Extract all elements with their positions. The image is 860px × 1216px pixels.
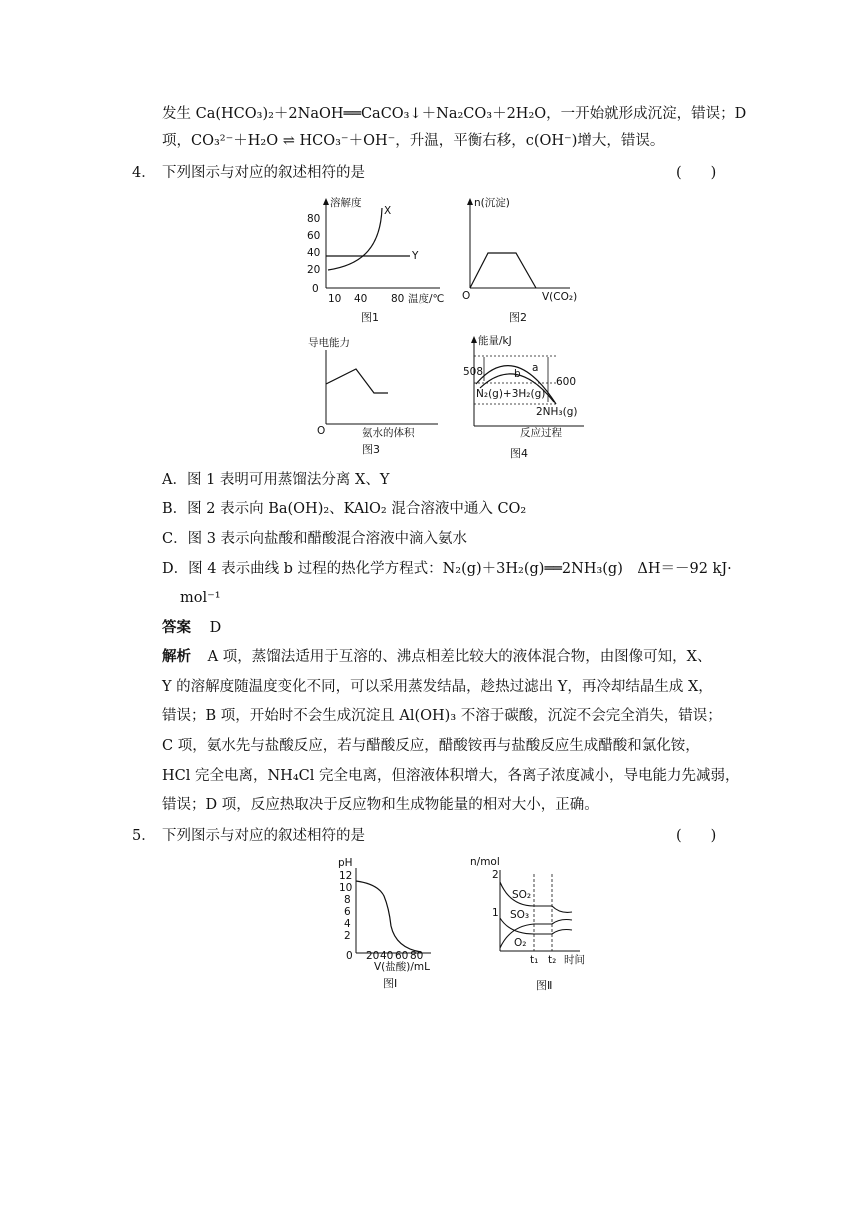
figure-1	[300, 196, 450, 308]
fig3-xlabel: 氨水的体积	[362, 427, 415, 439]
figI-xtick: 20	[366, 950, 380, 962]
figure-ii	[470, 856, 600, 968]
fig2-origin: O	[462, 290, 471, 302]
figII-series-o2: O₂	[514, 937, 527, 949]
fig4-value-600: 600	[556, 376, 577, 388]
fig1-series-y: Y	[412, 250, 419, 262]
fig3-caption: 图3	[362, 443, 380, 456]
continuation-line-2: 项，CO₃²⁻＋H₂O ⇌ HCO₃⁻＋OH⁻，升温，平衡右移，c(OH⁻)增大，错误。	[162, 133, 665, 149]
analysis-text: A 项，蒸馏法适用于互溶的、沸点相差比较大的液体混合物，由图像可知，X、	[207, 649, 712, 665]
answer-label: 答案	[162, 620, 191, 636]
fig4-ylabel: 能量/kJ	[478, 335, 512, 347]
fig1-xlabel: 温度/℃	[408, 293, 445, 305]
figII-caption: 图Ⅱ	[536, 979, 553, 992]
q4-analysis-line: C 项，氨水先与盐酸反应，若与醋酸反应，醋酸铵再与盐酸反应生成醋酸和氯化铵，	[162, 738, 700, 754]
figII-curve-so2	[500, 882, 572, 912]
fig1-ytick: 0	[312, 283, 319, 295]
q4-number: 4．	[132, 165, 156, 181]
figure-i	[336, 857, 446, 973]
q4-option-c: C．图 3 表示向盐酸和醋酸混合溶液中滴入氨水	[162, 531, 468, 547]
continuation-line-1: 发生 Ca(HCO₃)₂＋2NaOH══CaCO₃↓＋Na₂CO₃＋2H₂O，一开始就形成沉淀，错误；D	[162, 106, 747, 122]
fig1-caption: 图1	[361, 311, 379, 324]
figI-xtick: 80	[410, 950, 424, 962]
fig1-ytick: 40	[307, 247, 321, 259]
fig2-xlabel: V(CO₂)	[542, 291, 578, 303]
fig1-curve-x	[328, 208, 382, 270]
q4-option-d: D．图 4 表示曲线 b 过程的热化学方程式：N₂(g)＋3H₂(g)══2NH₃(g) ΔH＝－92 kJ·	[162, 561, 732, 577]
figI-xtick: 60	[395, 950, 409, 962]
fig1-ylabel: 溶解度	[330, 197, 362, 209]
fig2-caption: 图2	[509, 311, 527, 324]
figure-3	[308, 336, 448, 444]
figII-xlabel: 时间	[564, 954, 585, 966]
q4-analysis-line	[162, 647, 712, 667]
fig4-caption: 图4	[510, 447, 528, 460]
figI-ytick: 4	[344, 918, 351, 930]
q4-analysis-line: Y 的溶解度随温度变化不同，可以采用蒸发结晶，趁热过滤出 Y，再冷却结晶生成 X，	[162, 679, 713, 695]
q4-answer	[162, 618, 221, 638]
fig1-series-x: X	[384, 205, 392, 217]
figI-ytick: 6	[344, 906, 351, 918]
q4-option-b: B．图 2 表示向 Ba(OH)₂、KAlO₂ 混合溶液中通入 CO₂	[162, 501, 527, 517]
fig2-curve	[470, 253, 536, 288]
q4-stem: 下列图示与对应的叙述相符的是	[162, 165, 365, 181]
fig4-label-a: a	[532, 362, 539, 374]
q5-stem: 下列图示与对应的叙述相符的是	[162, 828, 365, 844]
answer-value: D	[209, 620, 222, 636]
fig2-ylabel: n(沉淀)	[474, 197, 510, 209]
figI-xtick: 40	[380, 950, 394, 962]
fig1-xtick: 40	[354, 293, 368, 305]
fig4-label-b: b	[514, 368, 521, 380]
figI-caption: 图Ⅰ	[383, 977, 398, 990]
figII-series-so2: SO₂	[512, 889, 532, 901]
q4-analysis-line: HCl 完全电离，NH₄Cl 完全电离，但溶液体积增大，各离子浓度减小，导电能力先减弱，	[162, 768, 740, 784]
figI-ytick: 2	[344, 930, 351, 942]
fig1-xtick: 80	[391, 293, 405, 305]
fig1-ytick: 20	[307, 264, 321, 276]
figI-ytick: 12	[339, 870, 353, 882]
figI-curve	[356, 881, 421, 952]
figure-2	[460, 196, 580, 308]
q5-answer-paren: ( )	[676, 828, 717, 844]
q4-analysis-line: 错误；B 项，开始时不会生成沉淀且 Al(OH)₃ 不溶于碳酸，沉淀不会完全消失，错误；	[162, 708, 722, 724]
q5-number: 5．	[132, 828, 156, 844]
fig4-reactants: N₂(g)+3H₂(g)	[476, 388, 546, 400]
figII-ytick: 2	[492, 869, 499, 881]
figI-ytick: 0	[346, 950, 353, 962]
fig1-ytick: 60	[307, 230, 321, 242]
figII-t1: t₁	[530, 954, 539, 966]
figI-ytick: 10	[339, 882, 353, 894]
figure-4	[462, 334, 592, 442]
figI-ylabel: pH	[338, 857, 353, 869]
figII-t2: t₂	[548, 954, 557, 966]
fig3-origin: O	[317, 425, 326, 437]
figI-xlabel: V(盐酸)/mL	[374, 961, 430, 973]
fig1-xtick: 10	[328, 293, 342, 305]
q4-option-a: A．图 1 表明可用蒸馏法分离 X、Y	[162, 472, 390, 488]
analysis-label: 解析	[162, 649, 191, 665]
fig4-xlabel: 反应过程	[520, 427, 562, 439]
q4-option-d-cont: mol⁻¹	[180, 590, 221, 606]
q4-analysis-line: 错误；D 项，反应热取决于反应物和生成物能量的相对大小，正确。	[162, 797, 599, 813]
figII-ylabel: n/mol	[470, 856, 500, 868]
fig4-value-508: 508	[463, 366, 484, 378]
figI-ytick: 8	[344, 894, 351, 906]
fig3-ylabel-1: 导电能力	[308, 337, 350, 349]
figII-ytick: 1	[492, 907, 499, 919]
figII-series-so3: SO₃	[510, 909, 530, 921]
fig4-product: 2NH₃(g)	[536, 406, 578, 418]
fig1-ytick: 80	[307, 213, 321, 225]
fig3-curve	[326, 369, 388, 393]
q4-answer-paren: ( )	[676, 165, 717, 181]
